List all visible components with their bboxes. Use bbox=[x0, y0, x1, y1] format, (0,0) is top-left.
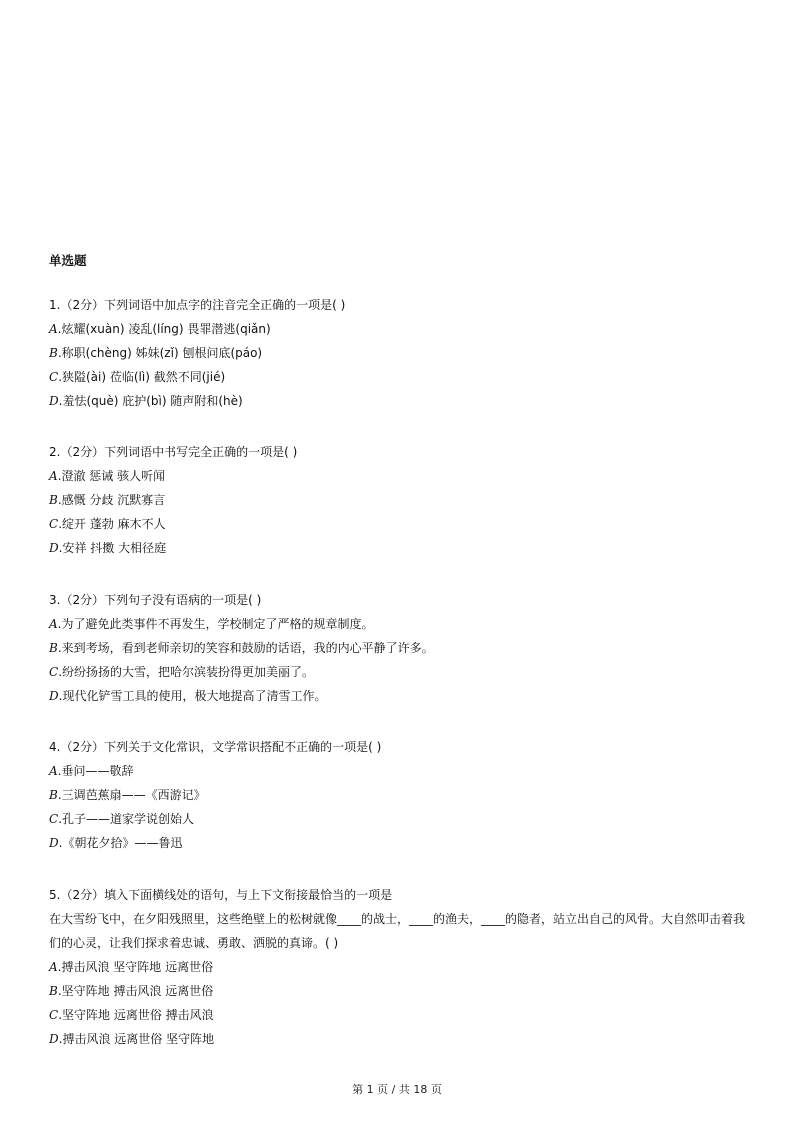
question-stem: 1.（2分）下列词语中加点字的注音完全正确的一项是( ) bbox=[49, 298, 346, 312]
option-b: B.感慨 分歧 沉默寡言 bbox=[49, 493, 166, 507]
option-b: B.三调芭蕉扇——《西游记》 bbox=[49, 788, 206, 802]
option-a: A.搏击风浪 坚守阵地 远离世俗 bbox=[49, 960, 214, 974]
option-c: C.孔子——道家学说创始人 bbox=[49, 812, 195, 826]
option-d: D.羞怯(què) 庇护(bì) 随声附和(hè) bbox=[49, 394, 243, 408]
option-b: B.称职(chèng) 姊妹(zǐ) 刨根问底(páo) bbox=[49, 346, 263, 360]
option-d: D.《朝花夕拾》——鲁迅 bbox=[49, 836, 183, 850]
question-1 bbox=[49, 293, 749, 413]
option-c: C.坚守阵地 远离世俗 搏击风浪 bbox=[49, 1008, 214, 1022]
option-b: B.来到考场，看到老师亲切的笑容和鼓励的话语，我的内心平静了许多。 bbox=[49, 641, 434, 655]
option-a: A.澄澈 惩诫 骇人听闻 bbox=[49, 469, 166, 483]
option-c: C.绽开 蓬勃 麻木不人 bbox=[49, 517, 166, 531]
option-a: A.垂问——敬辞 bbox=[49, 764, 134, 778]
question-stem: 3.（2分）下列句子没有语病的一项是( ) bbox=[49, 593, 262, 607]
question-passage: 在大雪纷飞中，在夕阳残照里，这些绝壁上的松树就像____的战士，____的渔夫，____的隐者，站立出自己的风骨。大自然叩击着我们的心灵，让我们探求着忠诚、勇敢、洒脱的真谛。( ) bbox=[49, 912, 746, 950]
option-c: C.纷纷扬扬的大雪，把哈尔滨装扮得更加美丽了。 bbox=[49, 665, 315, 679]
page-footer: 第 1 页 / 共 18 页 bbox=[352, 1083, 442, 1096]
question-3 bbox=[49, 588, 749, 708]
option-d: D.安祥 抖擞 大相径庭 bbox=[49, 541, 167, 555]
question-2 bbox=[49, 440, 749, 560]
option-b: B.坚守阵地 搏击风浪 远离世俗 bbox=[49, 984, 214, 998]
question-4 bbox=[49, 735, 749, 855]
question-stem: 5.（2分）填入下面横线处的语句，与上下文衔接最恰当的一项是 bbox=[49, 888, 393, 902]
question-stem: 4.（2分）下列关于文化常识，文学常识搭配不正确的一项是( ) bbox=[49, 740, 382, 754]
section-title: 单选题 bbox=[49, 253, 87, 268]
option-a: A.为了避免此类事件不再发生，学校制定了严格的规章制度。 bbox=[49, 617, 374, 631]
question-5 bbox=[49, 883, 749, 1051]
option-d: D.搏击风浪 远离世俗 坚守阵地 bbox=[49, 1032, 215, 1046]
option-d: D.现代化铲雪工具的使用，极大地提高了清雪工作。 bbox=[49, 689, 327, 703]
option-a: A.炫耀(xuàn) 凌乱(líng) 畏罪潜逃(qiǎn) bbox=[49, 322, 271, 336]
question-stem: 2.（2分）下列词语中书写完全正确的一项是( ) bbox=[49, 445, 298, 459]
option-c: C.狭隘(ài) 莅临(lì) 截然不同(jié) bbox=[49, 370, 226, 384]
